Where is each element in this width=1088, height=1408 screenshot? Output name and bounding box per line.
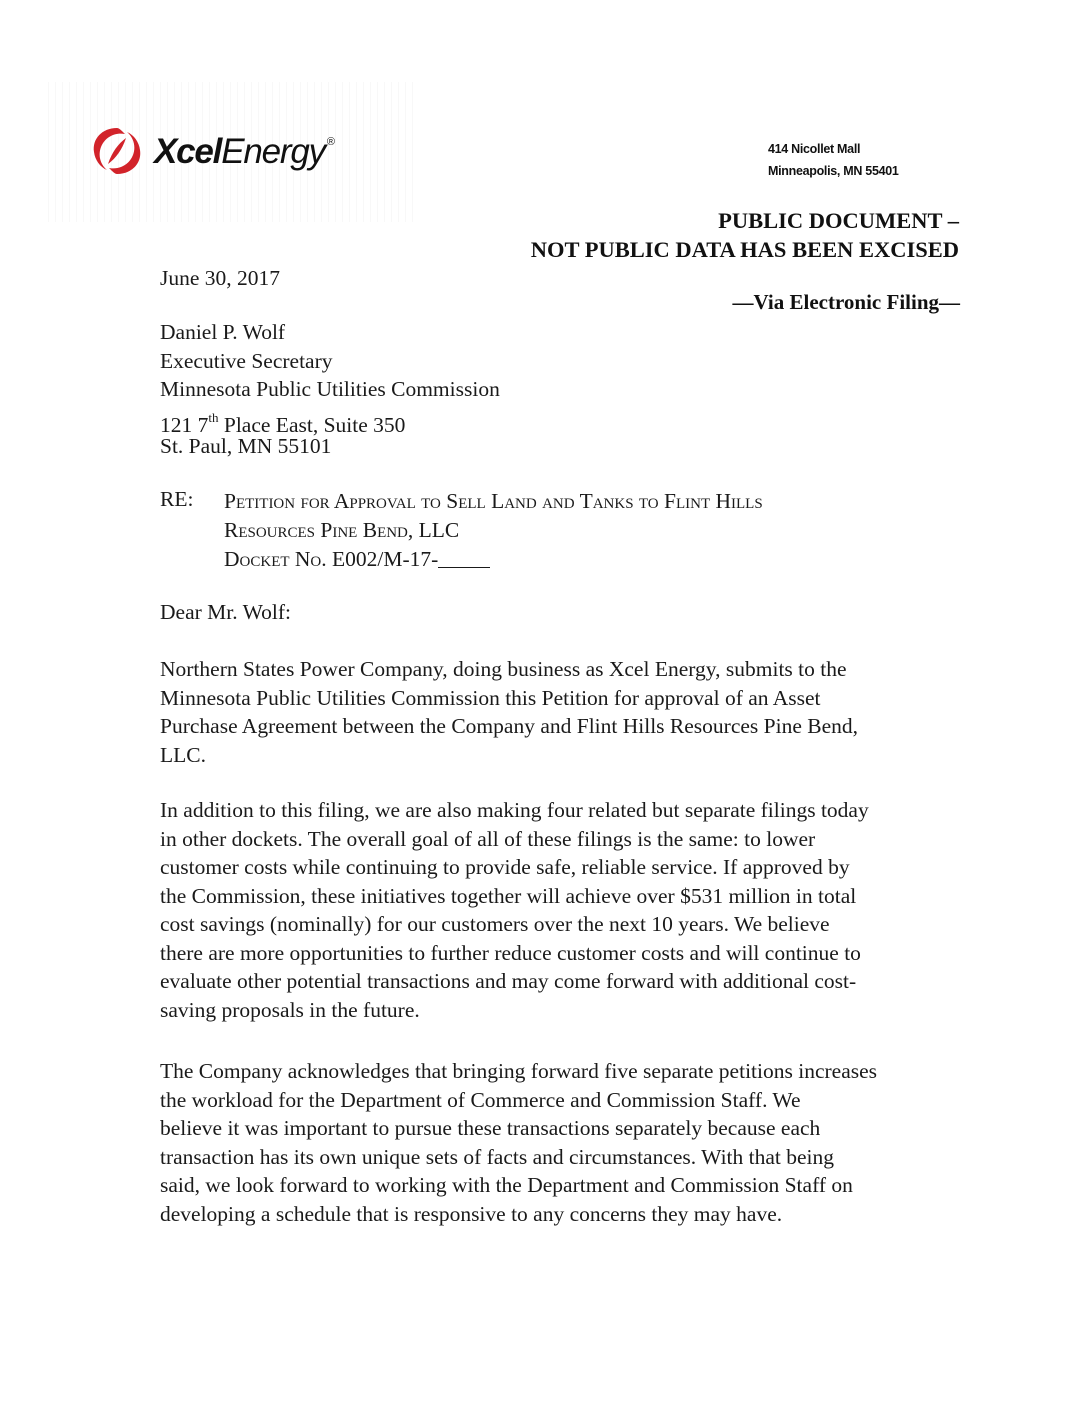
street-ordinal: th bbox=[208, 409, 219, 425]
recipient-block bbox=[160, 318, 500, 461]
registered-mark: ® bbox=[326, 135, 334, 148]
xcel-energy-logo bbox=[88, 122, 334, 180]
paragraph-1 bbox=[160, 655, 965, 769]
paragraph-line: believe it was important to pursue these transactions separately because each bbox=[160, 1116, 821, 1140]
paragraph-3 bbox=[160, 1057, 965, 1228]
paragraph-line: LLC. bbox=[160, 742, 206, 767]
street-number: 121 7 bbox=[160, 412, 209, 437]
address-line-2: Minneapolis, MN 55401 bbox=[768, 164, 899, 178]
re-label: RE: bbox=[160, 487, 194, 511]
recipient-organization: Minnesota Public Utilities Commission bbox=[160, 377, 500, 401]
company-address bbox=[768, 138, 899, 182]
paragraph-line: In addition to this filing, we are also making four related but separate filings today bbox=[160, 798, 869, 822]
logo-wordmark-bold: Xcel bbox=[154, 131, 222, 171]
paragraph-line: there are more opportunities to further reduce customer costs and will continue to bbox=[160, 940, 861, 965]
docket-blank bbox=[438, 547, 490, 568]
paragraph-line: Purchase Agreement between the Company and Flint Hills Resources Pine Bend, bbox=[160, 714, 859, 738]
paragraph-line: Minnesota Public Utilities Commission this Petition for approval of an Asset bbox=[160, 685, 821, 710]
docket-number: Docket No. E002/M-17- bbox=[224, 547, 439, 571]
paragraph-line: in other dockets. The overall goal of all of these filings is the same: to lower bbox=[160, 826, 816, 851]
address-line-1: 414 Nicollet Mall bbox=[768, 142, 861, 156]
recipient-city: St. Paul, MN 55101 bbox=[160, 434, 332, 458]
via-electronic-filing: —Via Electronic Filing— bbox=[732, 290, 960, 314]
heading-line-2: NOT PUBLIC DATA HAS BEEN EXCISED bbox=[530, 237, 959, 262]
public-document-heading bbox=[531, 206, 959, 264]
paragraph-line: developing a schedule that is responsive to any concerns they may have. bbox=[160, 1201, 783, 1226]
re-subject bbox=[224, 487, 763, 574]
paragraph-line: evaluate other potential transactions and may come forward with additional cost- bbox=[160, 969, 857, 993]
paragraph-line: cost savings (nominally) for our customers over the next 10 years. We believe bbox=[160, 912, 830, 936]
paragraph-line: the workload for the Department of Commerce and Commission Staff. We bbox=[160, 1087, 801, 1112]
paragraph-line: said, we look forward to working with the Department and Commission Staff on bbox=[160, 1173, 853, 1197]
street-name: Place East, Suite 350 bbox=[218, 412, 406, 437]
salutation: Dear Mr. Wolf: bbox=[160, 600, 292, 624]
paragraph-line: transaction has its own unique sets of facts and circumstances. With that being bbox=[160, 1144, 835, 1169]
logo-wordmark-light: Energy bbox=[221, 131, 325, 171]
paragraph-line: customer costs while continuing to provide safe, reliable service. If approved by bbox=[160, 855, 850, 879]
recipient-title: Executive Secretary bbox=[160, 348, 333, 373]
recipient-name: Daniel P. Wolf bbox=[160, 320, 286, 344]
paragraph-line: Northern States Power Company, doing business as Xcel Energy, submits to the bbox=[160, 657, 847, 681]
heading-line-1: PUBLIC DOCUMENT – bbox=[718, 208, 959, 233]
letter-date: June 30, 2017 bbox=[160, 266, 281, 290]
re-line-1: Petition for Approval to Sell Land and Tanks to Flint Hills bbox=[224, 489, 763, 513]
paragraph-2 bbox=[160, 796, 965, 1024]
paragraph-line: the Commission, these initiatives together will achieve over $531 million in total bbox=[160, 883, 857, 908]
paragraph-line: saving proposals in the future. bbox=[160, 997, 420, 1022]
re-line-2: Resources Pine Bend, LLC bbox=[224, 518, 460, 542]
re-line-3 bbox=[224, 545, 763, 574]
paragraph-line: The Company acknowledges that bringing forward five separate petitions increases bbox=[160, 1059, 878, 1083]
recipient-street bbox=[160, 404, 500, 437]
xcel-swirl-icon bbox=[88, 122, 146, 180]
